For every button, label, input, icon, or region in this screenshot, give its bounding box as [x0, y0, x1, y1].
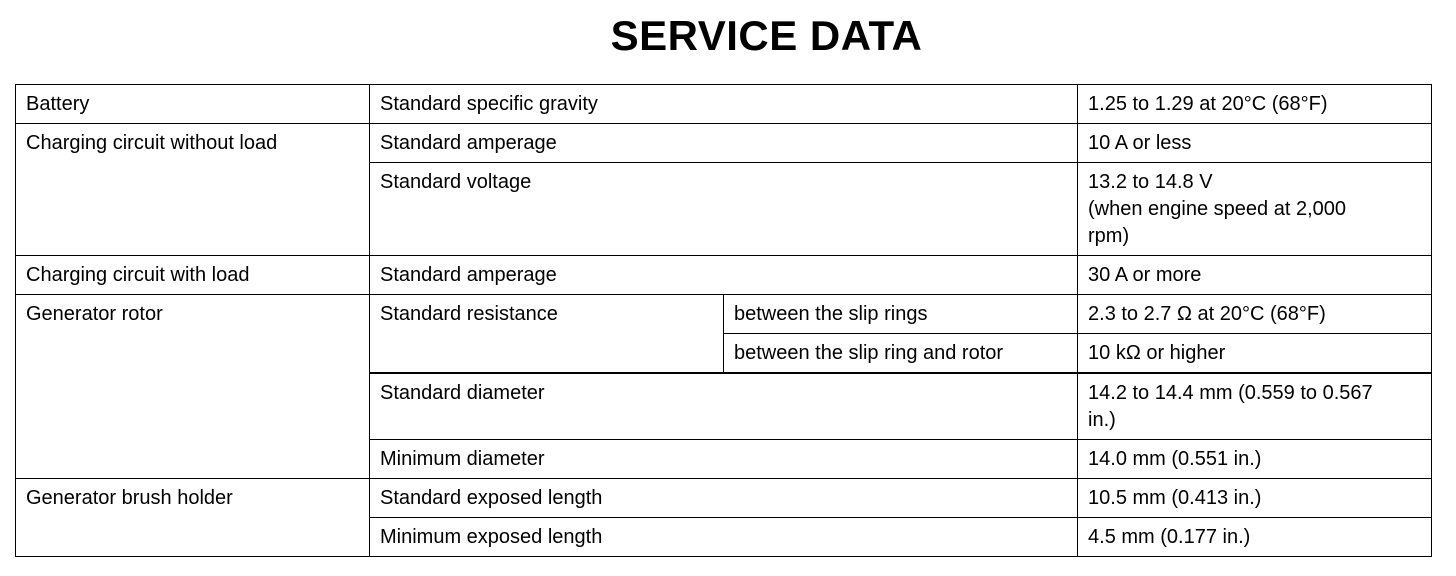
- table-row: [16, 295, 1432, 334]
- value-line: 14.2 to 14.4 mm (0.559 to 0.567: [1088, 382, 1373, 404]
- page-title: SERVICE DATA: [610, 12, 923, 59]
- value-cell: 2.3 to 2.7 Ω at 20°C (68°F): [1078, 295, 1432, 334]
- value-line: (when engine speed at 2,000: [1088, 198, 1346, 220]
- item-cell: Minimum diameter: [370, 440, 1078, 479]
- value-line: rpm): [1088, 225, 1130, 247]
- item-cell: Standard resistance: [370, 295, 724, 374]
- service-data-table: [15, 84, 1432, 557]
- item-cell: Standard voltage: [370, 163, 1078, 256]
- component-cell: Charging circuit without load: [16, 124, 370, 256]
- item-cell: Standard exposed length: [370, 479, 1078, 518]
- value-cell: 14.0 mm (0.551 in.): [1078, 440, 1432, 479]
- item-cell: Standard diameter: [370, 373, 1078, 440]
- table-row: [16, 479, 1432, 518]
- table-row: [16, 256, 1432, 295]
- component-cell: Battery: [16, 85, 370, 124]
- table-row: [16, 85, 1432, 124]
- component-cell: Charging circuit with load: [16, 256, 370, 295]
- condition-cell: between the slip ring and rotor: [724, 334, 1078, 374]
- table-row: [16, 124, 1432, 163]
- item-cell: Minimum exposed length: [370, 518, 1078, 557]
- value-cell: 10 A or less: [1078, 124, 1432, 163]
- value-cell: 10 kΩ or higher: [1078, 334, 1432, 374]
- item-cell: Standard amperage: [370, 256, 1078, 295]
- value-cell: 1.25 to 1.29 at 20°C (68°F): [1078, 85, 1432, 124]
- condition-cell: between the slip rings: [724, 295, 1078, 334]
- value-cell: [1078, 163, 1432, 256]
- value-cell: 30 A or more: [1078, 256, 1432, 295]
- value-line: in.): [1088, 409, 1116, 431]
- value-cell: 10.5 mm (0.413 in.): [1078, 479, 1432, 518]
- component-cell: Generator rotor: [16, 295, 370, 479]
- value-cell: [1078, 373, 1432, 440]
- value-line: 13.2 to 14.8 V: [1088, 171, 1213, 193]
- item-cell: Standard specific gravity: [370, 85, 1078, 124]
- value-cell: 4.5 mm (0.177 in.): [1078, 518, 1432, 557]
- component-cell: Generator brush holder: [16, 479, 370, 557]
- item-cell: Standard amperage: [370, 124, 1078, 163]
